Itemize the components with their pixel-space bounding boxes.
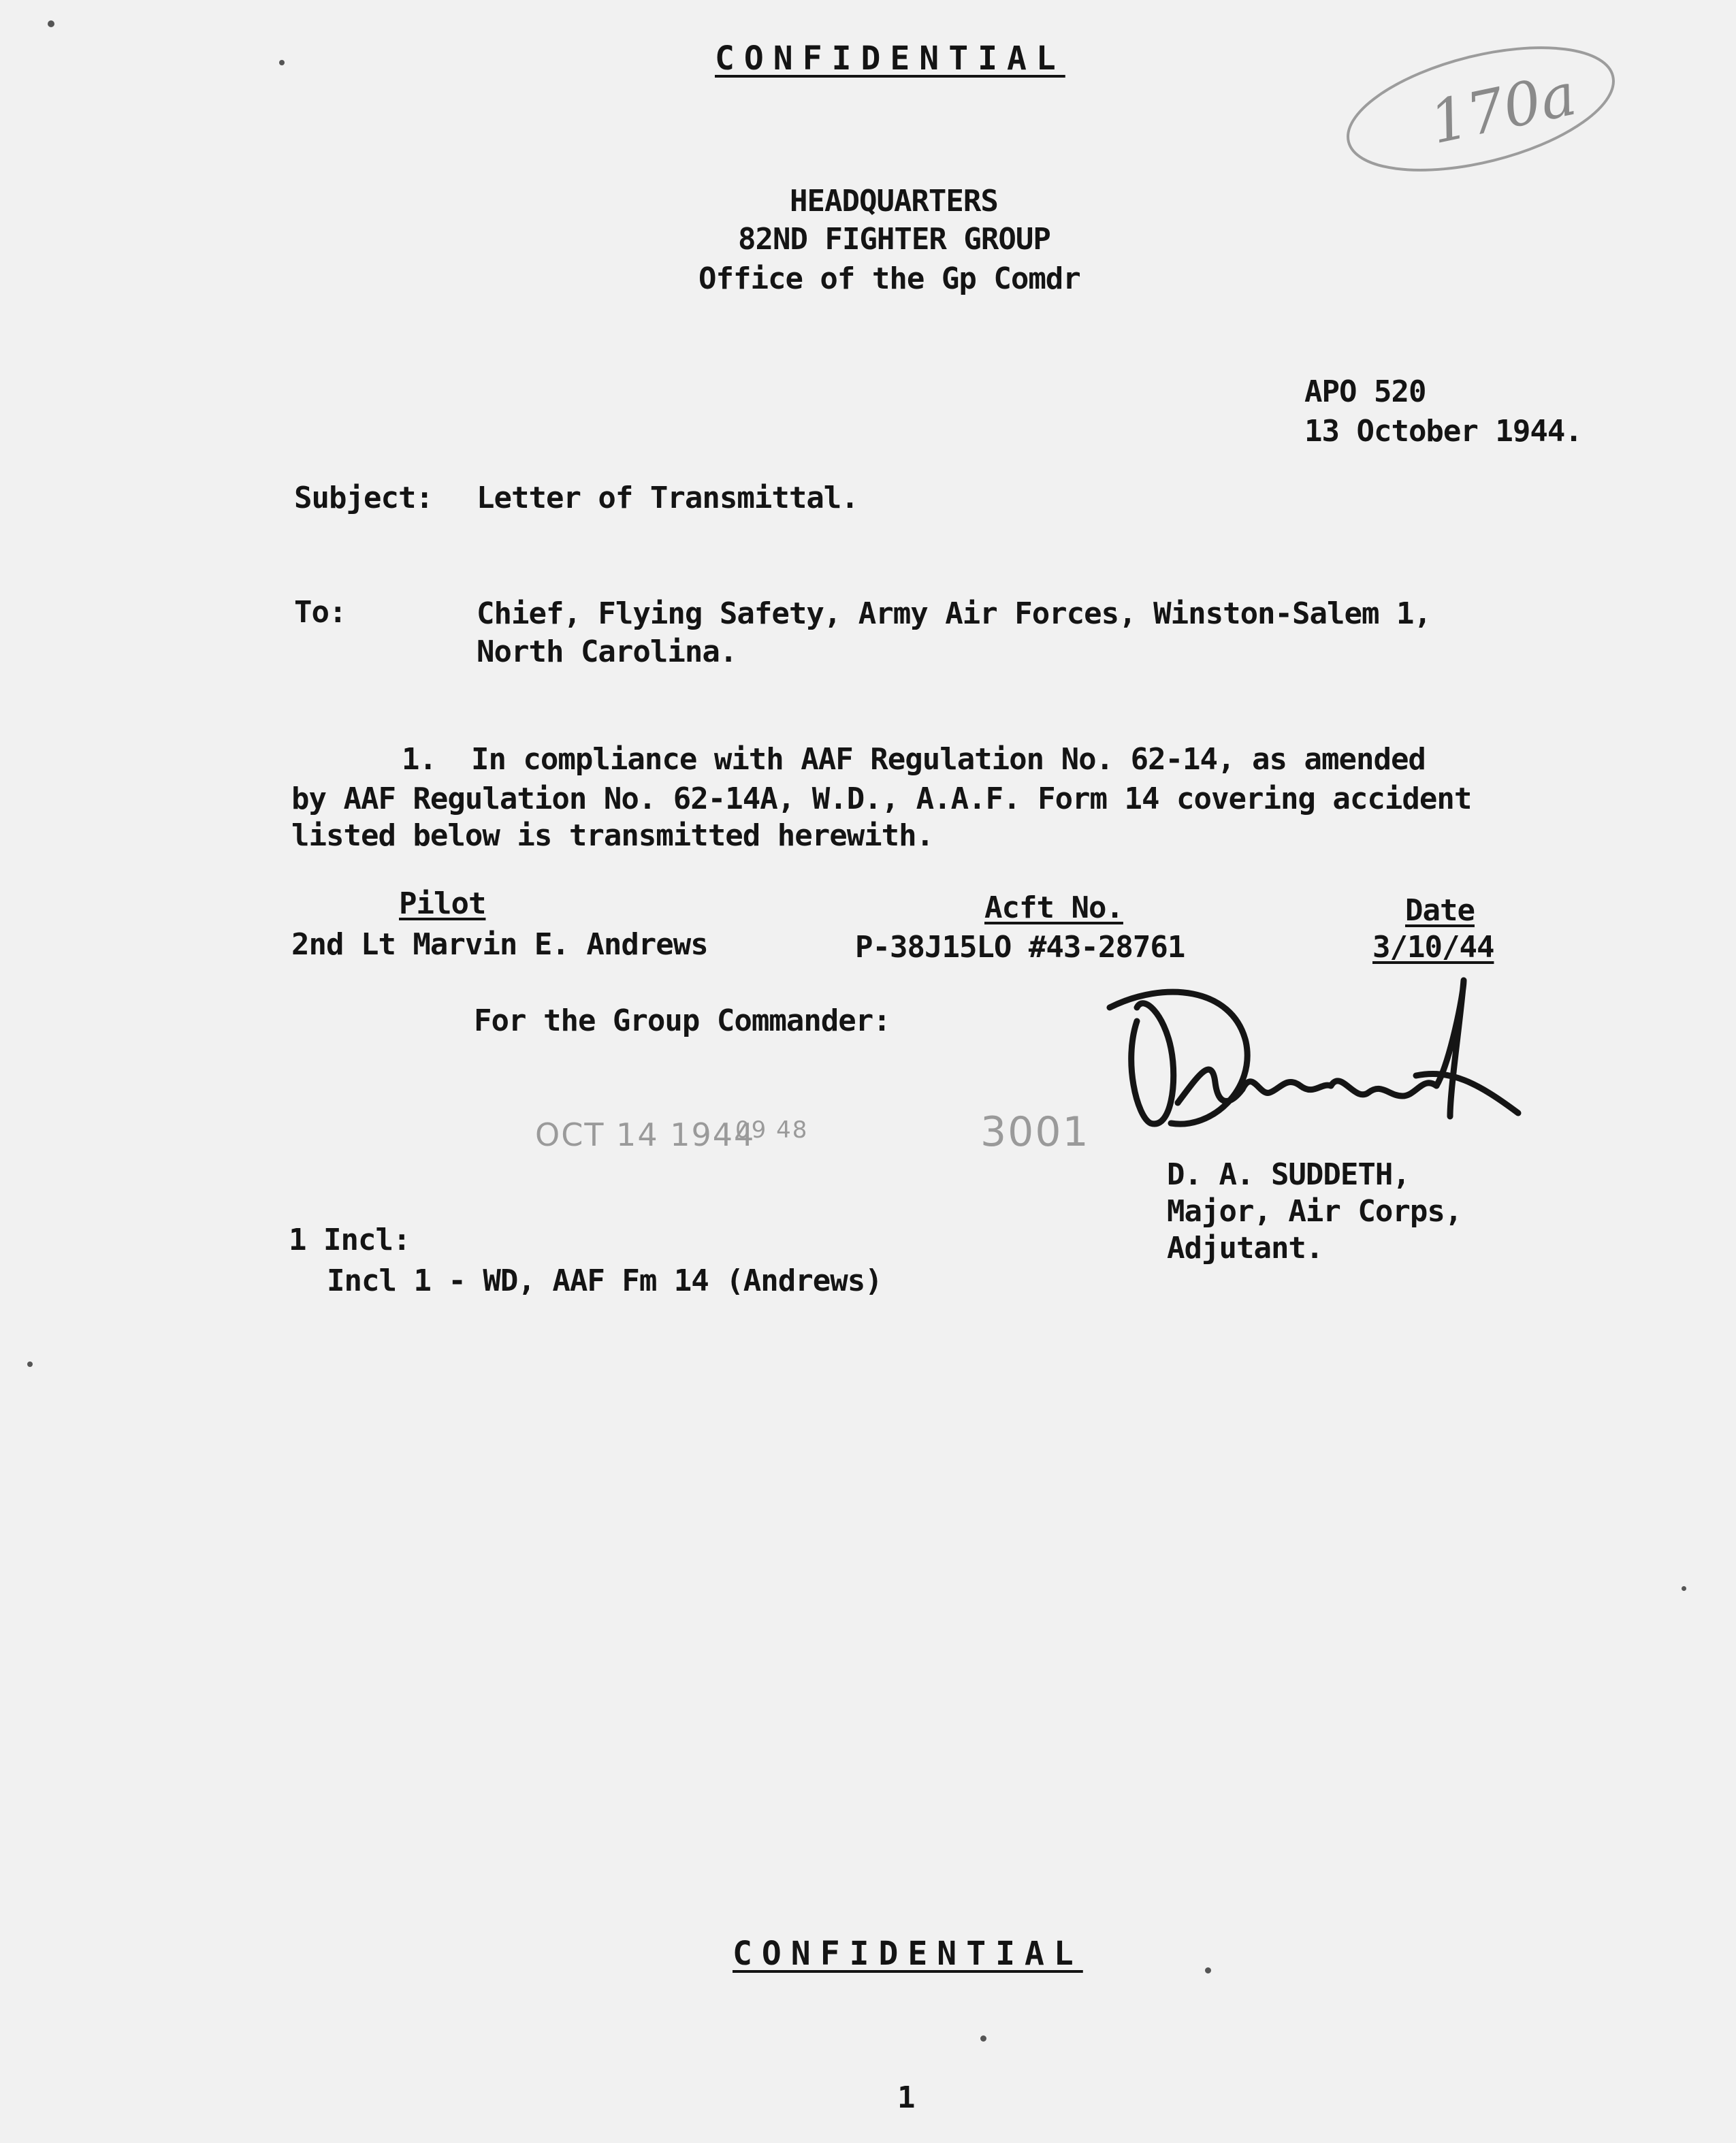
accident-date: 3/10/44 xyxy=(1372,930,1494,965)
handwritten-signature xyxy=(1096,967,1573,1171)
page-number: 1 xyxy=(897,2080,915,2115)
body-line-2: by AAF Regulation No. 62-14A, W.D., A.A.F. Form 14 covering accident xyxy=(291,782,1472,816)
for-group-commander: For the Group Commander: xyxy=(474,1003,890,1038)
classification-top: CONFIDENTIAL xyxy=(715,39,1065,78)
scan-speck xyxy=(27,1361,33,1367)
header-aircraft-number: Acft No. xyxy=(984,890,1123,925)
scan-speck xyxy=(1205,1967,1211,1973)
enclosure-item: Incl 1 - WD, AAF Fm 14 (Andrews) xyxy=(327,1263,882,1298)
body-line-1: 1. In compliance with AAF Regulation No. 62-14, as amended xyxy=(402,742,1426,777)
signer-title: Adjutant. xyxy=(1167,1231,1323,1266)
letter-date: 13 October 1944. xyxy=(1304,414,1582,449)
org-office: Office of the Gp Comdr xyxy=(698,261,1080,296)
org-headquarters: HEADQUARTERS xyxy=(790,184,998,219)
apo-number: APO 520 xyxy=(1304,374,1426,409)
scan-speck xyxy=(48,20,54,27)
signer-rank: Major, Air Corps, xyxy=(1167,1194,1462,1229)
subject-label: Subject: xyxy=(294,481,433,515)
subject-text: Letter of Transmittal. xyxy=(477,481,858,515)
received-stamp-date: OCT 14 1944 xyxy=(535,1116,756,1153)
handwritten-number: 170a xyxy=(1424,60,1582,158)
aircraft-number: P-38J15LO #43-28761 xyxy=(855,930,1185,965)
classification-bottom: CONFIDENTIAL xyxy=(733,1935,1083,1973)
pilot-name: 2nd Lt Marvin E. Andrews xyxy=(291,927,708,962)
received-stamp-number: 3001 xyxy=(980,1108,1090,1156)
org-group: 82ND FIGHTER GROUP xyxy=(738,222,1050,257)
to-line-2: North Carolina. xyxy=(477,634,737,669)
to-line-1: Chief, Flying Safety, Army Air Forces, Winston-Salem 1, xyxy=(477,596,1431,631)
body-line-3: listed below is transmitted herewith. xyxy=(291,818,934,853)
to-label: To: xyxy=(294,595,347,630)
scan-speck xyxy=(980,2035,986,2042)
scan-speck xyxy=(1682,1586,1686,1591)
signer-name: D. A. SUDDETH, xyxy=(1167,1157,1410,1192)
header-date: Date xyxy=(1405,893,1475,928)
enclosure-count: 1 Incl: xyxy=(289,1223,411,1257)
received-stamp-time: 09 48 xyxy=(735,1116,809,1144)
scan-speck xyxy=(279,60,285,65)
header-pilot: Pilot xyxy=(399,886,486,921)
